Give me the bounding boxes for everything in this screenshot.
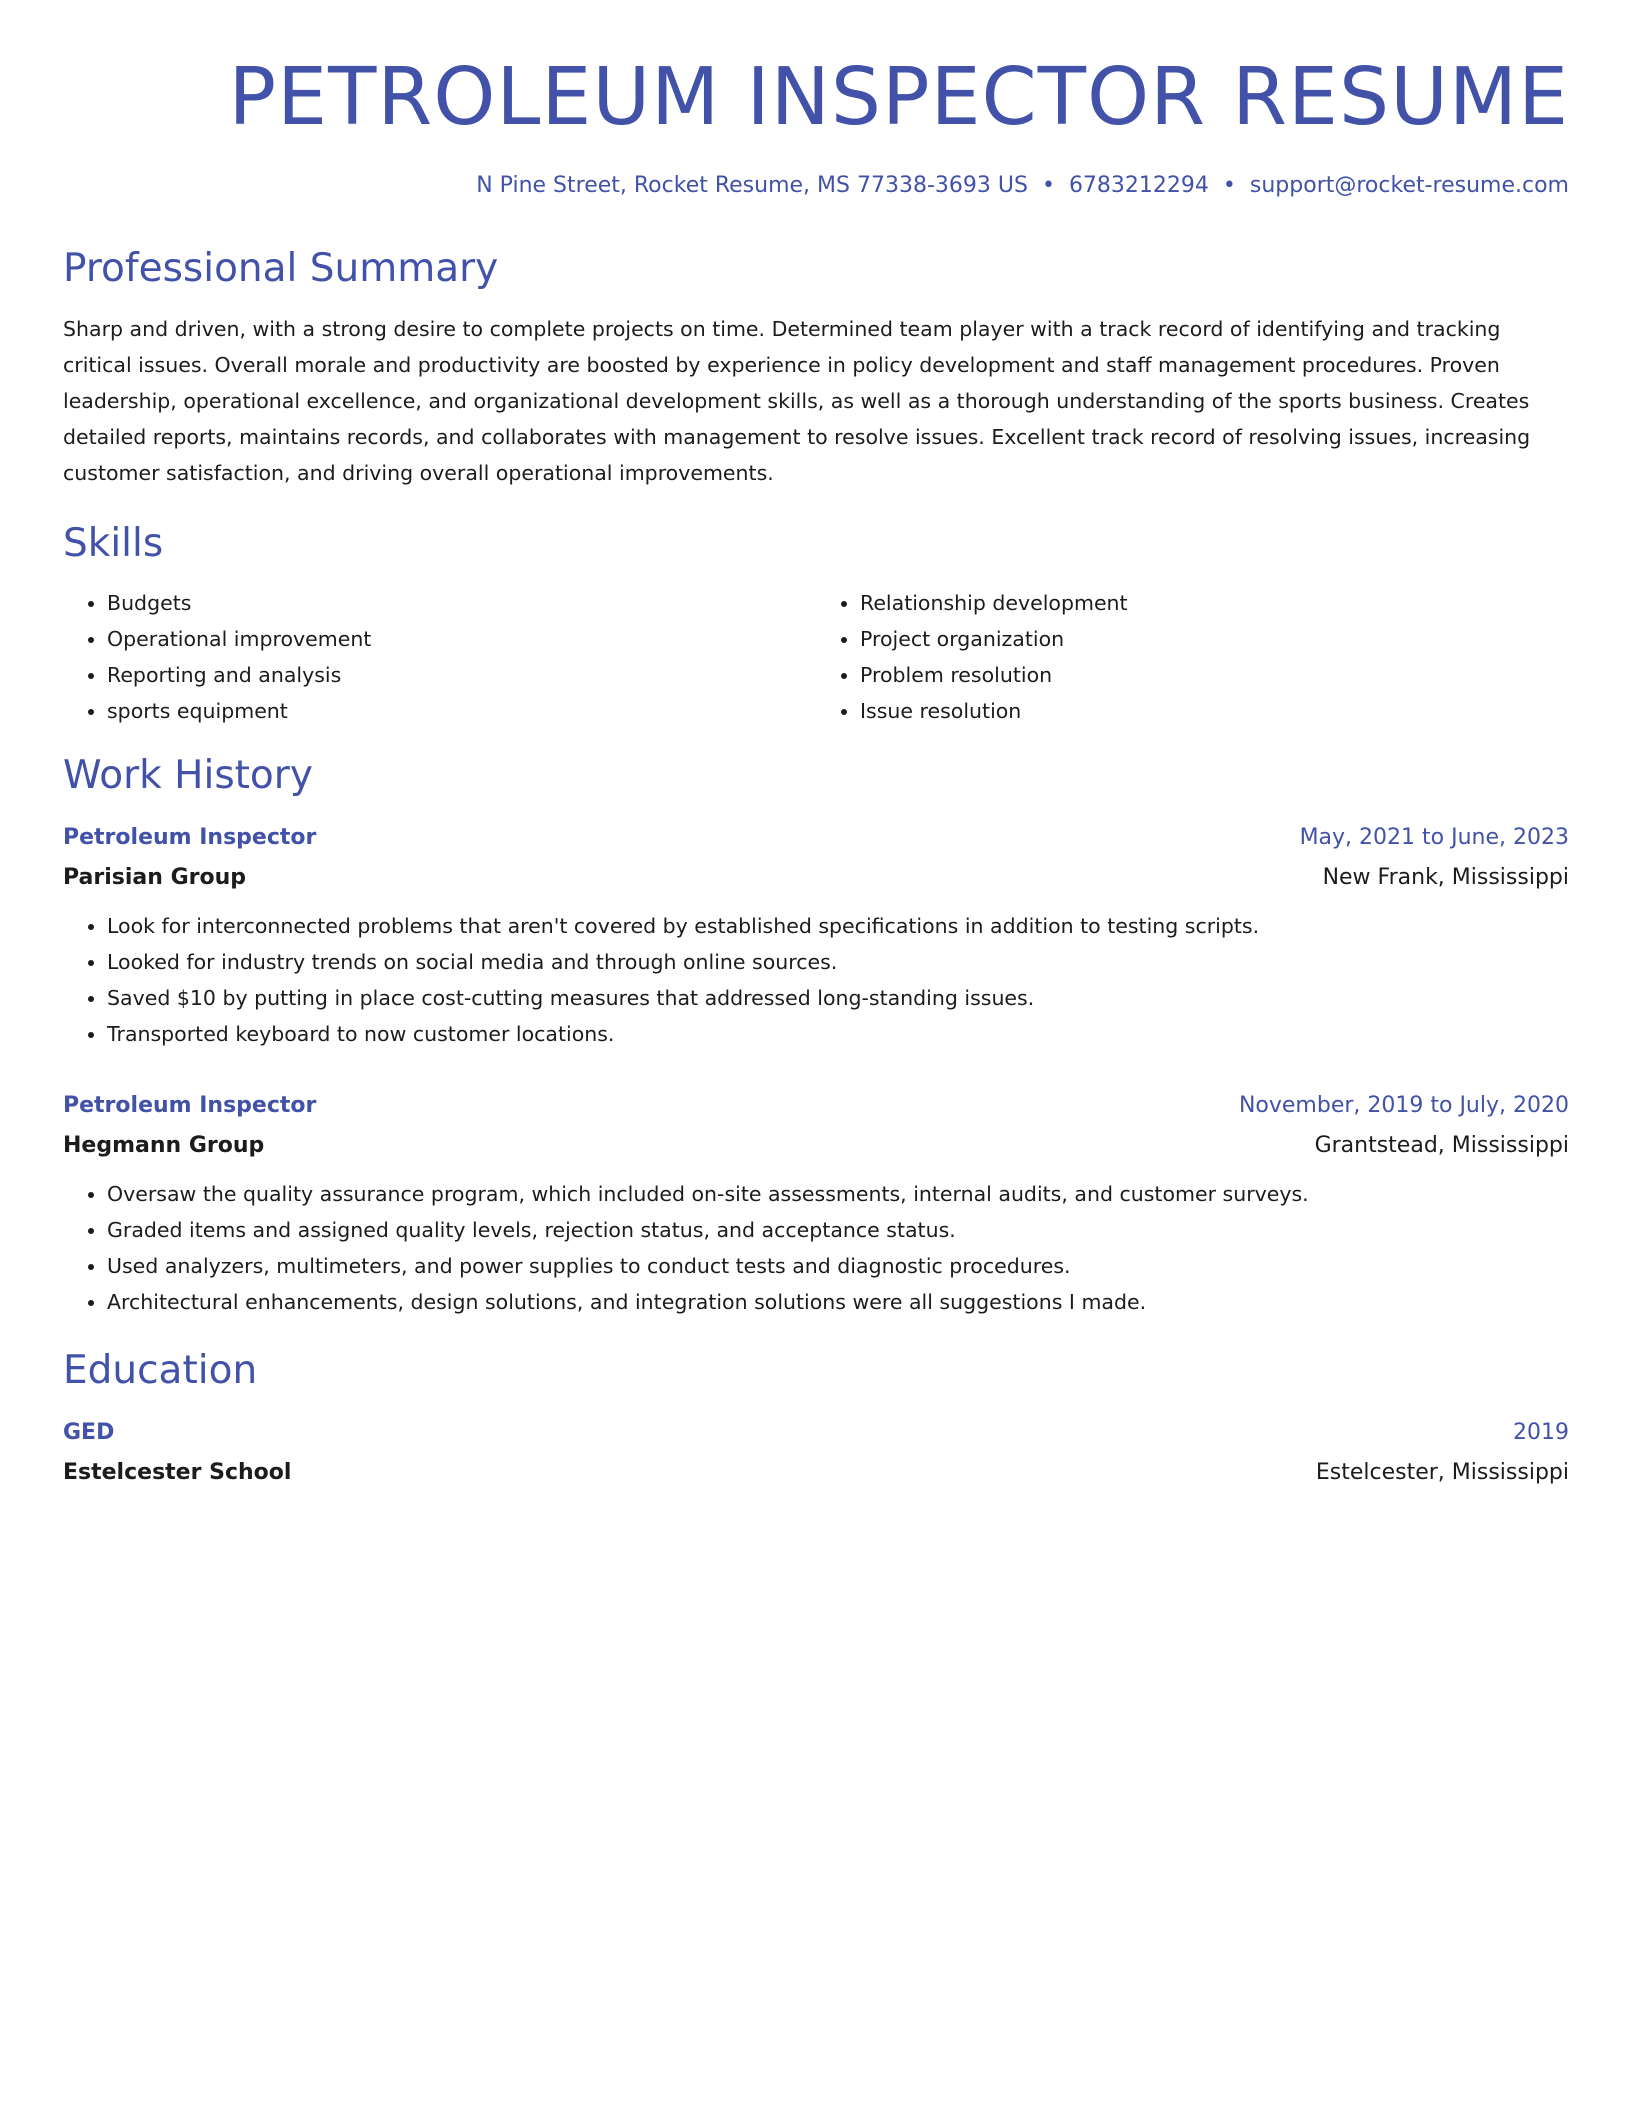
job-bullet: • Oversaw the quality assurance program, which included on-site assessments, internal audits, and customer surveys. [107,1176,1569,1212]
job-bullet: • Transported keyboard to now customer locations. [107,1016,1569,1052]
job-bullet: • Used analyzers, multimeters, and power supplies to conduct tests and diagnostic procedures. [107,1248,1569,1284]
job-bullet: • Looked for industry trends on social media and through online sources. [107,944,1569,980]
job-bullet: • Saved $10 by putting in place cost-cutting measures that addressed long-standing issues. [107,980,1569,1016]
summary-section [63,246,1569,491]
education-entry [63,1413,1569,1493]
contact-line [63,173,1569,198]
job-title-row [63,1086,1569,1126]
work-history-heading: Work History [63,753,313,799]
contact-phone: 6783212294 [1068,172,1209,198]
education-year: 2019 [1513,1419,1569,1445]
education-school: Estelcester School [63,1459,292,1485]
skill-item: • Issue resolution [860,693,1569,729]
skills-section [63,521,1569,730]
job-title: Petroleum Inspector [63,825,317,851]
skills-heading: Skills [63,520,164,566]
skill-item: • Reporting and analysis [107,657,816,693]
skill-item: • Problem resolution [860,657,1569,693]
job-title-row [63,818,1569,858]
job-bullet: • Architectural enhancements, design solutions, and integration solutions were all suggestions I made. [107,1284,1569,1320]
education-degree: GED [63,1419,115,1445]
summary-heading: Professional Summary [63,245,499,291]
work-history-section [63,753,1569,1320]
job-entry [63,818,1569,1052]
contact-separator: • [1041,172,1055,198]
education-school-row [63,1453,1569,1493]
job-entry [63,1086,1569,1320]
job-company: Hegmann Group [63,1133,265,1159]
resume-title: PETROLEUM INSPECTOR RESUME [228,51,1569,143]
skill-item: • Project organization [860,621,1569,657]
job-dates: May, 2021 to June, 2023 [1299,825,1569,851]
job-bullet: • Graded items and assigned quality levels, rejection status, and acceptance status. [107,1212,1569,1248]
contact-address: N Pine Street, Rocket Resume, MS 77338-3693 US [476,172,1028,198]
skill-item: • Budgets [107,585,816,621]
skill-item: • sports equipment [107,693,816,729]
skills-grid [63,585,1569,729]
job-bullets [63,908,1569,1052]
education-section [63,1348,1569,1493]
job-location: Grantstead, Mississippi [1314,1133,1569,1159]
education-location: Estelcester, Mississippi [1315,1459,1569,1485]
job-dates: November, 2019 to July, 2020 [1238,1093,1569,1119]
skill-item: • Operational improvement [107,621,816,657]
job-company-row [63,1126,1569,1166]
skills-column-right [816,585,1569,729]
education-degree-row [63,1413,1569,1453]
job-company-row [63,858,1569,898]
skills-column-left [63,585,816,729]
skill-item: • Relationship development [860,585,1569,621]
job-company: Parisian Group [63,865,247,891]
contact-separator: • [1222,172,1236,198]
job-bullet: • Look for interconnected problems that aren't covered by established specifications in addition to testing scripts. [107,908,1569,944]
contact-email: support@rocket-resume.com [1249,172,1569,198]
job-bullets [63,1176,1569,1320]
job-title: Petroleum Inspector [63,1093,317,1119]
education-heading: Education [63,1348,258,1394]
summary-text: Sharp and driven, with a strong desire to complete projects on time. Determined team player with a track record of identifying and tracking critical issues. Overall morale and productivity are boosted by experience in policy development and staff management procedures. Proven leadership, operational excellence, and organizational development skills, as well as a thorough understanding of the sports business. Creates detailed reports, maintains records, and collaborates with management to resolve issues. Excellent track record of resolving issues, increasing customer satisfaction, and driving overall operational improvements. [63,316,1531,485]
resume-header [63,50,1569,198]
job-location: New Frank, Mississippi [1322,865,1569,891]
